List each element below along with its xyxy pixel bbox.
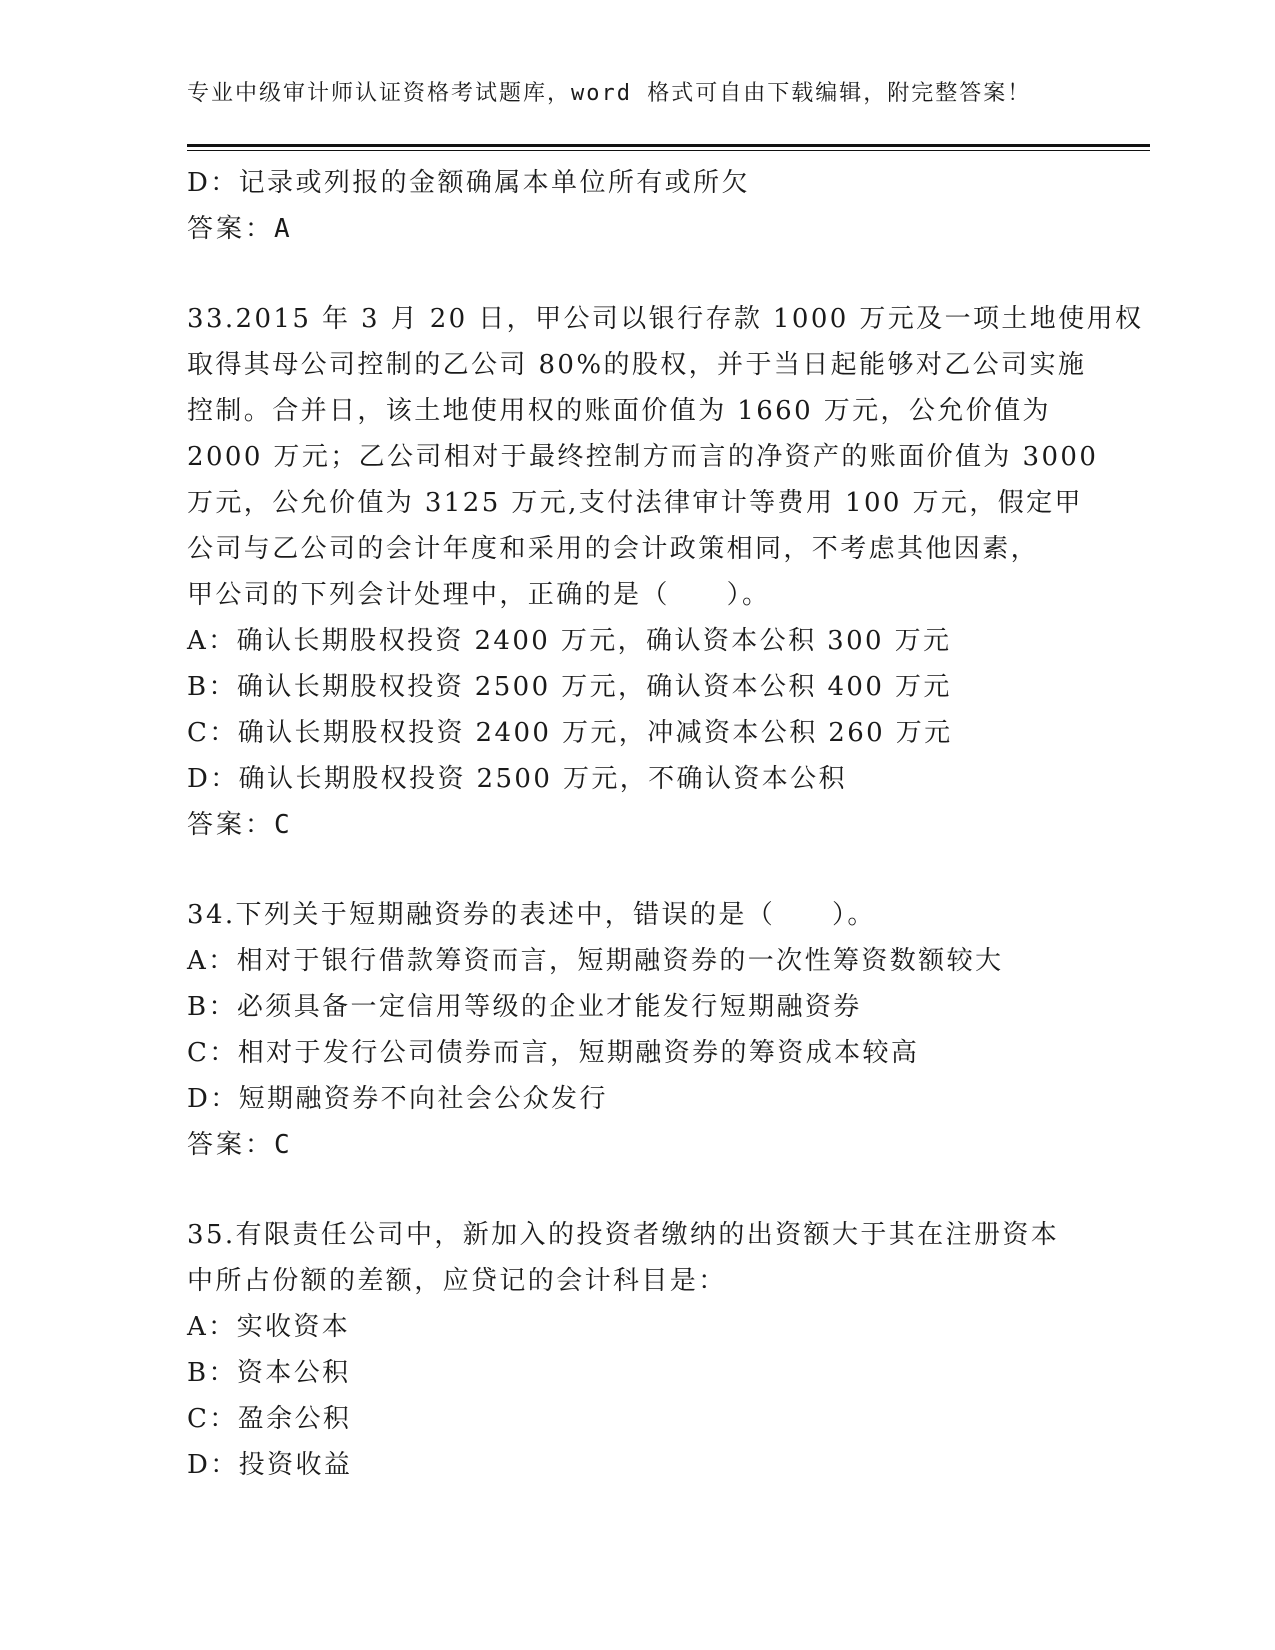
document-body — [187, 160, 1144, 1488]
answer: 答案：C — [187, 1130, 293, 1160]
option-c: C：相对于发行公司债券而言，短期融资券的筹资成本较高 — [187, 1038, 920, 1068]
option-a: A：相对于银行借款筹资而言，短期融资券的一次性筹资数额较大 — [187, 946, 1004, 976]
question-text-line: 中所占份额的差额，应贷记的会计科目是： — [187, 1266, 727, 1296]
option-b: B：确认长期股权投资 2500 万元，确认资本公积 400 万元 — [187, 672, 952, 702]
question-35 — [187, 1212, 1087, 1488]
option-d: D：记录或列报的金额确属本单位所有或所欠 — [187, 168, 750, 198]
option-c: C：盈余公积 — [187, 1404, 352, 1434]
question-text-line: 控制。合并日，该土地使用权的账面价值为 1660 万元，公允价值为 — [187, 396, 1051, 426]
question-text-line: 35.有限责任公司中，新加入的投资者缴纳的出资额大于其在注册资本 — [187, 1220, 1060, 1250]
header-rule-thick — [187, 144, 1150, 147]
question-text-line: 甲公司的下列会计处理中，正确的是（ ）。 — [187, 580, 771, 610]
question-text-line: 33.2015 年 3 月 20 日，甲公司以银行存款 1000 万元及一项土地使用权 — [187, 304, 1144, 334]
question-text-line: 34.下列关于短期融资券的表述中，错误的是（ ）。 — [187, 900, 876, 930]
question-34 — [187, 892, 1087, 1168]
option-c: C：确认长期股权投资 2400 万元，冲减资本公积 260 万元 — [187, 718, 953, 748]
answer: 答案：C — [187, 810, 293, 840]
question-text-line: 万元，公允价值为 3125 万元,支付法律审计等费用 100 万元，假定甲 — [187, 488, 1083, 518]
question-text-line: 取得其母公司控制的乙公司 80%的股权，并于当日起能够对乙公司实施 — [187, 350, 1087, 380]
option-d: D：短期融资券不向社会公众发行 — [187, 1084, 608, 1114]
option-b: B：必须具备一定信用等级的企业才能发行短期融资券 — [187, 992, 862, 1022]
page-header: 专业中级审计师认证资格考试题库，word 格式可自由下载编辑，附完整答案！ — [187, 81, 1032, 106]
question-text-line: 公司与乙公司的会计年度和采用的会计政策相同，不考虑其他因素， — [187, 534, 1040, 564]
option-d: D：投资收益 — [187, 1450, 353, 1480]
option-a: A：实收资本 — [187, 1312, 351, 1342]
question-33 — [187, 296, 1144, 848]
header-rule-thin — [187, 150, 1150, 151]
option-d: D：确认长期股权投资 2500 万元，不确认资本公积 — [187, 764, 847, 794]
question-text-line: 2000 万元；乙公司相对于最终控制方而言的净资产的账面价值为 3000 — [187, 442, 1099, 472]
prev-question-tail — [187, 160, 1087, 252]
option-b: B：资本公积 — [187, 1358, 351, 1388]
answer: 答案：A — [187, 214, 293, 244]
option-a: A：确认长期股权投资 2400 万元，确认资本公积 300 万元 — [187, 626, 952, 656]
